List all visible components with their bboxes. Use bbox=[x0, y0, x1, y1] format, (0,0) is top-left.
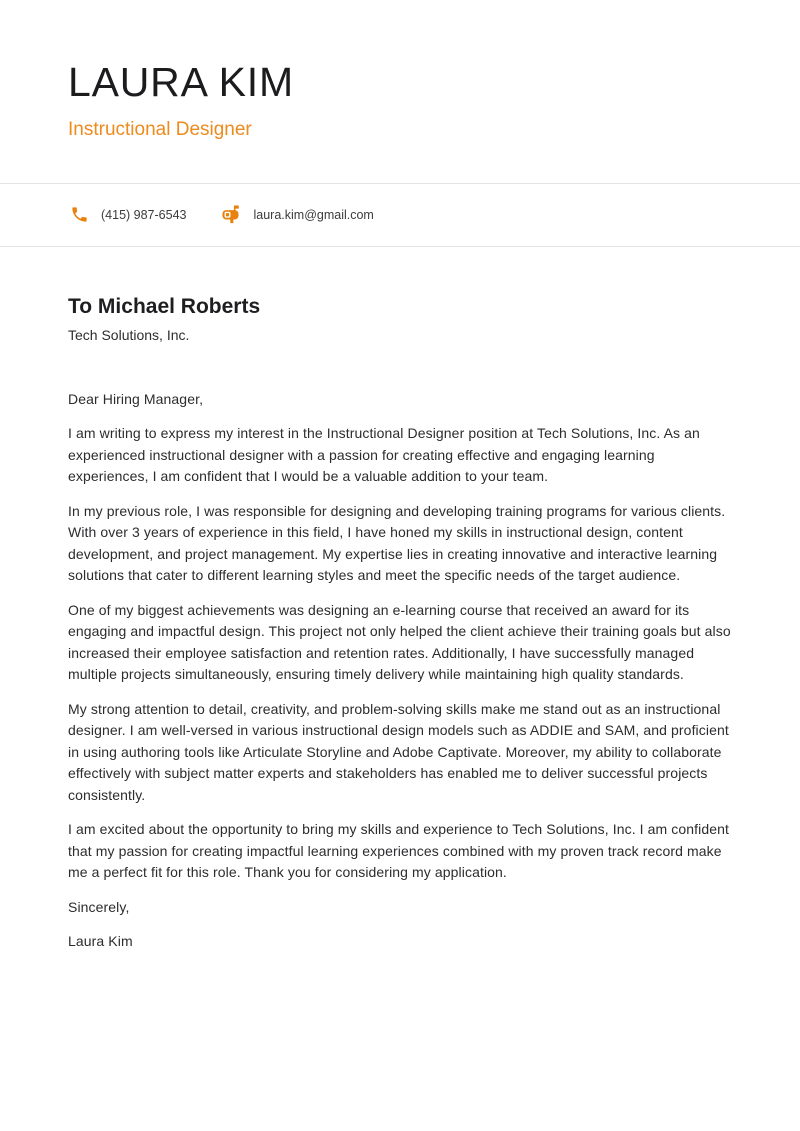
recipient-company: Tech Solutions, Inc. bbox=[68, 326, 190, 343]
contact-phone bbox=[68, 204, 186, 226]
letter-paragraph: My strong attention to detail, creativity, and problem-solving skills make me stand out as an instructional designer. I am well-versed in various instructional design models such as ADDIE and SAM, and proficient in using authoring tools like Articulate Storyline and Adobe Captivate. Moreover, my ability to collaborate effectively with subject matter experts and stakeholders has enabled me to deliver successful projects consistently. bbox=[68, 700, 729, 803]
letter-paragraph: One of my biggest achievements was designing an e-learning course that received an award for its engaging and impactful design. This project not only helped the client achieve their training goals but also increased their employee satisfaction and retention rates. Additionally, I have successfully managed multiple projects simultaneously, ensuring timely delivery while maintaining high quality standards. bbox=[68, 601, 731, 683]
applicant-job-title: Instructional Designer bbox=[68, 118, 252, 140]
letter-body bbox=[68, 293, 733, 953]
signature: Laura Kim bbox=[68, 933, 133, 950]
salutation: Dear Hiring Manager, bbox=[68, 390, 204, 407]
letter-header bbox=[0, 0, 800, 142]
letter-paragraph: I am excited about the opportunity to bring my skills and experience to Tech Solutions, Inc. I am confident that my passion for creating impactful learning experiences combined with my proven track record make me a perfect fit for this role. Thank you for considering my application. bbox=[68, 821, 730, 881]
email-address: laura.kim@gmail.com bbox=[253, 207, 374, 222]
phone-icon bbox=[68, 204, 90, 226]
mailbox-icon bbox=[220, 204, 242, 226]
letter-paragraph: In my previous role, I was responsible for designing and developing training programs for various clients. With over 3 years of experience in this field, I have honed my skills in instructional design, content development, and project management. My expertise lies in creating innovative and interactive learning solutions that cater to different learning styles and meet the specific needs of the target audience. bbox=[68, 502, 726, 584]
recipient-name: To Michael Roberts bbox=[68, 294, 261, 318]
contact-email bbox=[220, 204, 373, 226]
applicant-name: LAURA KIM bbox=[68, 59, 294, 105]
contact-bar bbox=[0, 183, 800, 247]
letter-paragraph: I am writing to express my interest in the Instructional Designer position at Tech Solutions, Inc. As an experienced instructional designer with a passion for creating effective and engaging learning experiences, I am confident that I would be a valuable addition to your team. bbox=[68, 425, 700, 485]
closing: Sincerely, bbox=[68, 898, 130, 915]
phone-number: (415) 987-6543 bbox=[101, 207, 187, 222]
